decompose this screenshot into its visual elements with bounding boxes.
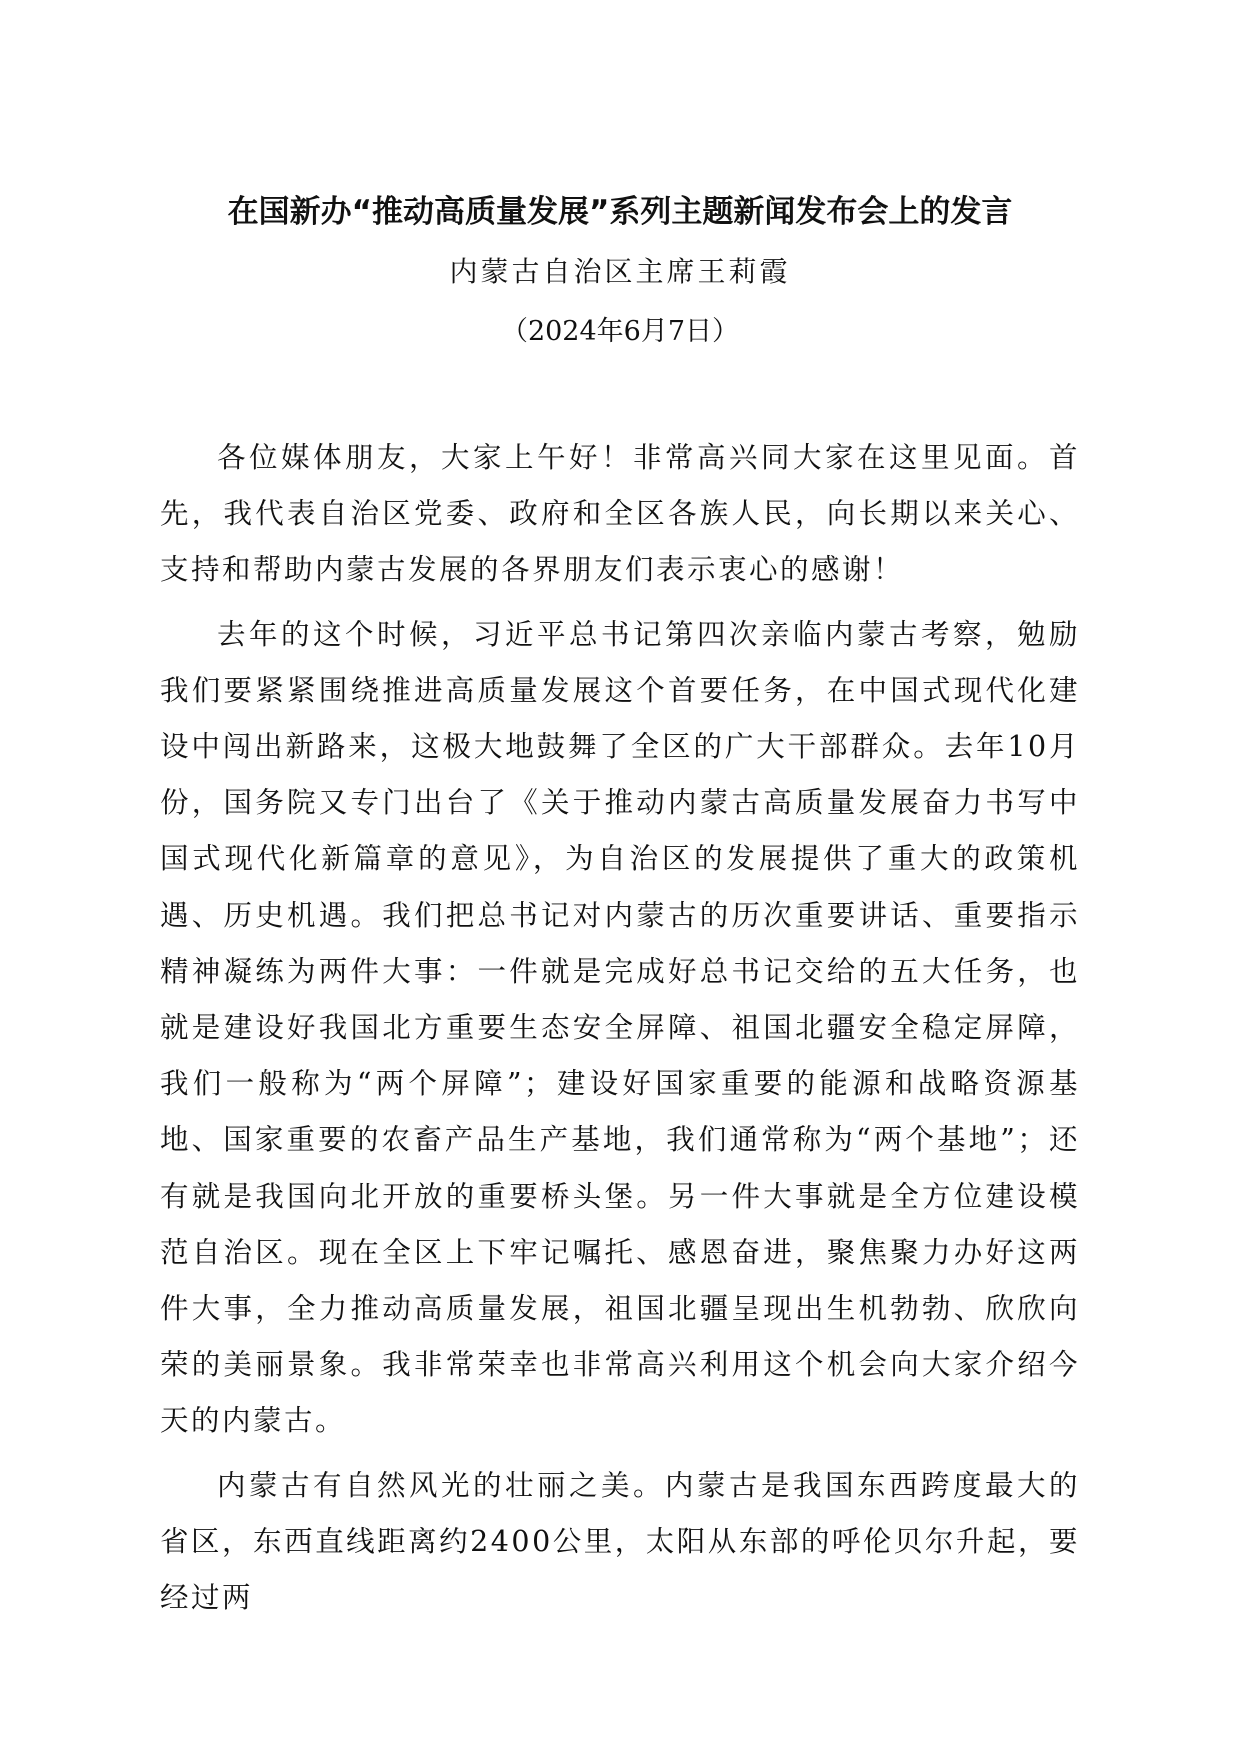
author-line: 内蒙古自治区主席王莉霞 [449,255,791,288]
date-line: （2024年6月7日） [500,316,740,347]
paragraph-scenery: 内蒙古有自然风光的壮丽之美。内蒙古是我国东西跨度最大的省区，东西直线距离约2400公里，太阳从东部的呼伦贝尔升起，要经过两 [160,1468,1080,1615]
document-title: 在国新办“推动高质量发展”系列主题新闻发布会上的发言 [227,194,1013,230]
document-body [160,430,1080,1634]
paragraph-background: 去年的这个时候，习近平总书记第四次亲临内蒙古考察，勉励我们要紧紧围绕推进高质量发展这个首要任务，在中国式现代化建设中闯出新路来，这极大地鼓舞了全区的广大干部群众。去年10月份，国务院又专门出台了《关于推动内蒙古高质量发展奋力书写中国式现代化新篇章的意见》，为自治区的发展提供了重大的政策机遇、历史机遇。我们把总书记对内蒙古的历次重要讲话、重要指示精神凝练为两件大事：一件就是完成好总书记交给的五大任务，也就是建设好我国北方重要生态安全屏障、祖国北疆安全稳定屏障，我们一般称为“两个屏障”；建设好国家重要的能源和战略资源基地、国家重要的农畜产品生产基地，我们通常称为“两个基地”；还有就是我国向北开放的重要桥头堡。另一件大事就是全方位建设模范自治区。现在全区上下牢记嘱托、感恩奋进，聚焦聚力办好这两件大事，全力推动高质量发展，祖国北疆呈现出生机勃勃、欣欣向荣的美丽景象。我非常荣幸也非常高兴利用这个机会向大家介绍今天的内蒙古。 [160,617,1080,1438]
paragraph-greeting: 各位媒体朋友，大家上午好！非常高兴同大家在这里见面。首先，我代表自治区党委、政府和全区各族人民，向长期以来关心、支持和帮助内蒙古发展的各界朋友们表示衷心的感谢！ [160,441,1080,587]
